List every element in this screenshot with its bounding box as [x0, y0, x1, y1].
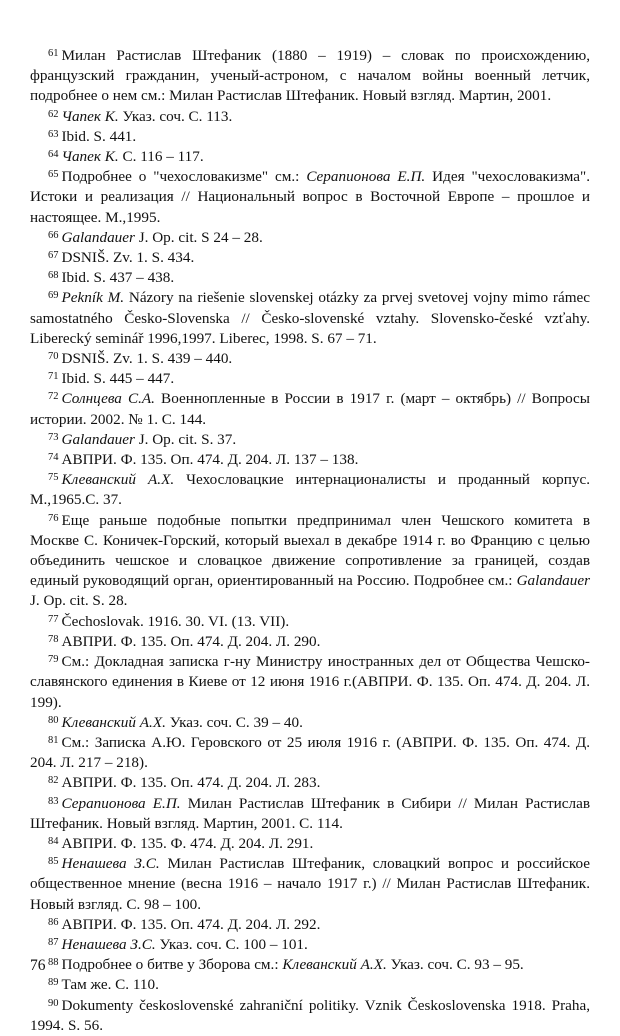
footnote-number: 80 [48, 714, 59, 726]
footnote-author: Чапек К. [61, 148, 119, 166]
footnote-text: DSNIŠ. Zv. 1. S. 434. [61, 249, 195, 267]
footnote [30, 268, 590, 288]
footnote-number: 73 [48, 431, 59, 443]
footnote [30, 147, 590, 167]
footnote-text: С. 116 – 117. [118, 148, 204, 166]
footnote-text: Указ. соч. С. 39 – 40. [165, 713, 303, 731]
footnote-text: Подробнее о битве у Зборова см.: [61, 956, 283, 974]
footnote [30, 733, 590, 773]
footnote-number: 69 [48, 290, 59, 302]
footnote-text: J. Op. cit. S. 28. [30, 592, 128, 610]
footnote-number: 90 [48, 997, 59, 1009]
footnote-text: Ibid. S. 437 – 438. [61, 269, 175, 287]
page-number: 76 [30, 957, 46, 974]
footnote-text: Чехословацкие интернационалисты и проданный корпус. М.,1965.С. 37. [30, 471, 591, 509]
footnote-number: 70 [48, 351, 59, 363]
footnote [30, 228, 590, 248]
footnote-number: 61 [48, 48, 59, 59]
footnote-number: 74 [48, 452, 59, 464]
footnote-author: Серапионова Е.П. [61, 794, 181, 812]
footnote [30, 349, 590, 369]
footnote-text: Еще раньше подобные попытки предпринимал член Чешского комитета в Москве С. Коничек-Горский, который выехал в декабре 1914 г. во Францию с целью объединить чешское и словацкое движение сопротивление за границей, создав единый руководящий орган, ориентированный на Россию. Подробнее см.: [30, 511, 590, 590]
footnote-text: Čechoslovak. 1916. 30. VI. (13. VII). [61, 612, 290, 630]
footnote-text: J. Op. cit. S 24 – 28. [134, 228, 263, 246]
footnote-number: 72 [48, 391, 59, 403]
footnote-text: DSNIŠ. Zv. 1. S. 439 – 440. [61, 350, 233, 368]
footnote [30, 713, 590, 733]
footnote-text: Милан Растислав Штефаник (1880 – 1919) – словак по происхождению, французский гражданин, ученый-астроном, с началом войны военный летчик, подробнее о нем см.: Милан Растислав Штефаник. Новый взгляд. Мартин, 2001. [30, 47, 590, 105]
footnote-text: См.: Докладная записка г-ну Министру иностранных дел от Общества Чешско-славянского единения в Киеве от 12 июня 1916 г.(АВПРИ. Ф. 135. Оп. 474. Д. 204. Л. 199). [30, 653, 590, 711]
footnote-number: 68 [48, 270, 59, 282]
footnote-author: Клеванский А.Х. [61, 713, 166, 731]
footnote-author: Galandauer [61, 228, 135, 246]
footnote-number: 86 [48, 916, 59, 928]
footnote-number: 64 [48, 149, 59, 161]
footnote-number: 65 [48, 169, 59, 181]
footnote [30, 996, 590, 1036]
footnote-number: 82 [48, 775, 59, 787]
footnote-text: Ibid. S. 445 – 447. [61, 370, 175, 388]
footnote-text: Dokumenty československé zahraniční politiky. Vznik Československa 1918. Praha, 1994. S. 56. [30, 996, 590, 1034]
footnote-number: 84 [48, 835, 59, 847]
footnote-author: Солнцева С.А. [61, 390, 155, 408]
footnote [30, 450, 590, 470]
footnote [30, 511, 590, 612]
footnote-author: Ненашева З.С. [61, 935, 156, 953]
footnote-text: АВПРИ. Ф. 135. Оп. 474. Д. 204. Л. 290. [61, 632, 321, 650]
footnote-number: 79 [48, 654, 59, 666]
footnote-text: АВПРИ. Ф. 135. Ф. 474. Д. 204. Л. 291. [61, 834, 314, 852]
footnote [30, 389, 590, 429]
footnote-text: АВПРИ. Ф. 135. Оп. 474. Д. 204. Л. 292. [61, 915, 321, 933]
footnote-text: Указ. соч. С. 100 – 101. [155, 935, 308, 953]
footnote [30, 127, 590, 147]
footnote [30, 369, 590, 389]
footnote-text: АВПРИ. Ф. 135. Оп. 474. Д. 204. Л. 137 – 138. [61, 451, 359, 469]
footnote-number: 76 [48, 512, 59, 524]
footnote-number: 78 [48, 633, 59, 645]
footnote [30, 794, 590, 834]
footnote [30, 652, 590, 713]
footnote-number: 83 [48, 795, 59, 807]
footnote-number: 71 [48, 371, 59, 383]
footnote-author: Клеванский А.Х. [282, 956, 387, 974]
footnote [30, 773, 590, 793]
footnote-text: Там же. С. 110. [61, 976, 159, 994]
footnote-text: Милан Растислав Штефаник в Сибири // Милан Растислав Штефаник. Новый взгляд. Мартин, 2001. С. 114. [30, 794, 590, 832]
footnote [30, 975, 590, 995]
footnote-number: 77 [48, 613, 59, 625]
footnote-author: Pekník M. [61, 289, 125, 307]
footnote-author: Ненашева З.С. [61, 855, 160, 873]
footnote [30, 935, 590, 955]
footnote-author: Клеванский А.Х. [61, 471, 175, 489]
footnote [30, 632, 590, 652]
footnote-text: Милан Растислав Штефаник, словацкий вопрос и российское общественное мнение (весна 1916 – начало 1917 г.) // Милан Растислав Штефаник. Новый взгляд. С. 98 – 100. [30, 855, 591, 913]
footnote-text: См.: Записка А.Ю. Геровского от 25 июля 1916 г. (АВПРИ. Ф. 135. Оп. 474. Д. 204. Л. 217 – 218). [30, 733, 590, 772]
footnote [30, 612, 590, 632]
footnote-number: 63 [48, 128, 59, 140]
footnote-number: 81 [48, 734, 59, 746]
footnote [30, 955, 590, 975]
footnote-text: Указ. соч. С. 93 – 95. [386, 956, 524, 974]
footnote-text: Názory na riešenie slovenskej otázky za prvej svetovej vojny mimo rámec samostatného Česko-Slovenska // Česko-slovenské vztahy. Slovensko-české vzťahy. Liberecký seminář 1996,1997. Liberec, 1998. S. 67 – 71. [30, 289, 591, 347]
footnote-number: 88 [48, 957, 59, 969]
footnote-text: АВПРИ. Ф. 135. Оп. 474. Д. 204. Л. 283. [61, 774, 321, 792]
footnote-text: Подробнее о "чехословакизме" см.: [61, 168, 307, 186]
footnote-text: Военнопленные в России в 1917 г. (март – октябрь) // Вопросы истории. 2002. № 1. С. 144. [30, 390, 590, 428]
footnote-number: 87 [48, 936, 59, 948]
footnote-author: Galandauer [516, 572, 590, 590]
footnote-number: 66 [48, 229, 59, 241]
footnote [30, 834, 590, 854]
footnote [30, 470, 590, 510]
footnotes-list [30, 46, 590, 1036]
footnote-text: J. Op. cit. S. 37. [134, 430, 237, 448]
footnote-text: Ibid. S. 441. [61, 127, 137, 145]
footnote-number: 75 [48, 472, 59, 484]
footnote [30, 288, 590, 349]
footnote-text: Идея "чехословакизма". Истоки и реализация // Национальный вопрос в Восточной Европе – прошлое и настоящее. М.,1995. [30, 168, 591, 226]
footnote-number: 89 [48, 977, 59, 989]
footnote [30, 167, 590, 228]
footnote-number: 67 [48, 250, 59, 262]
footnote [30, 107, 590, 127]
footnote [30, 854, 590, 915]
footnote-number: 85 [48, 856, 59, 868]
footnote [30, 430, 590, 450]
footnote-author: Galandauer [61, 430, 135, 448]
footnote [30, 915, 590, 935]
footnote [30, 248, 590, 268]
footnote-author: Чапек К. [61, 107, 119, 125]
footnote [30, 46, 590, 107]
footnote-author: Серапионова Е.П. [306, 168, 426, 186]
footnote-text: Указ. соч. С. 113. [118, 107, 233, 125]
footnote-number: 62 [48, 108, 59, 120]
